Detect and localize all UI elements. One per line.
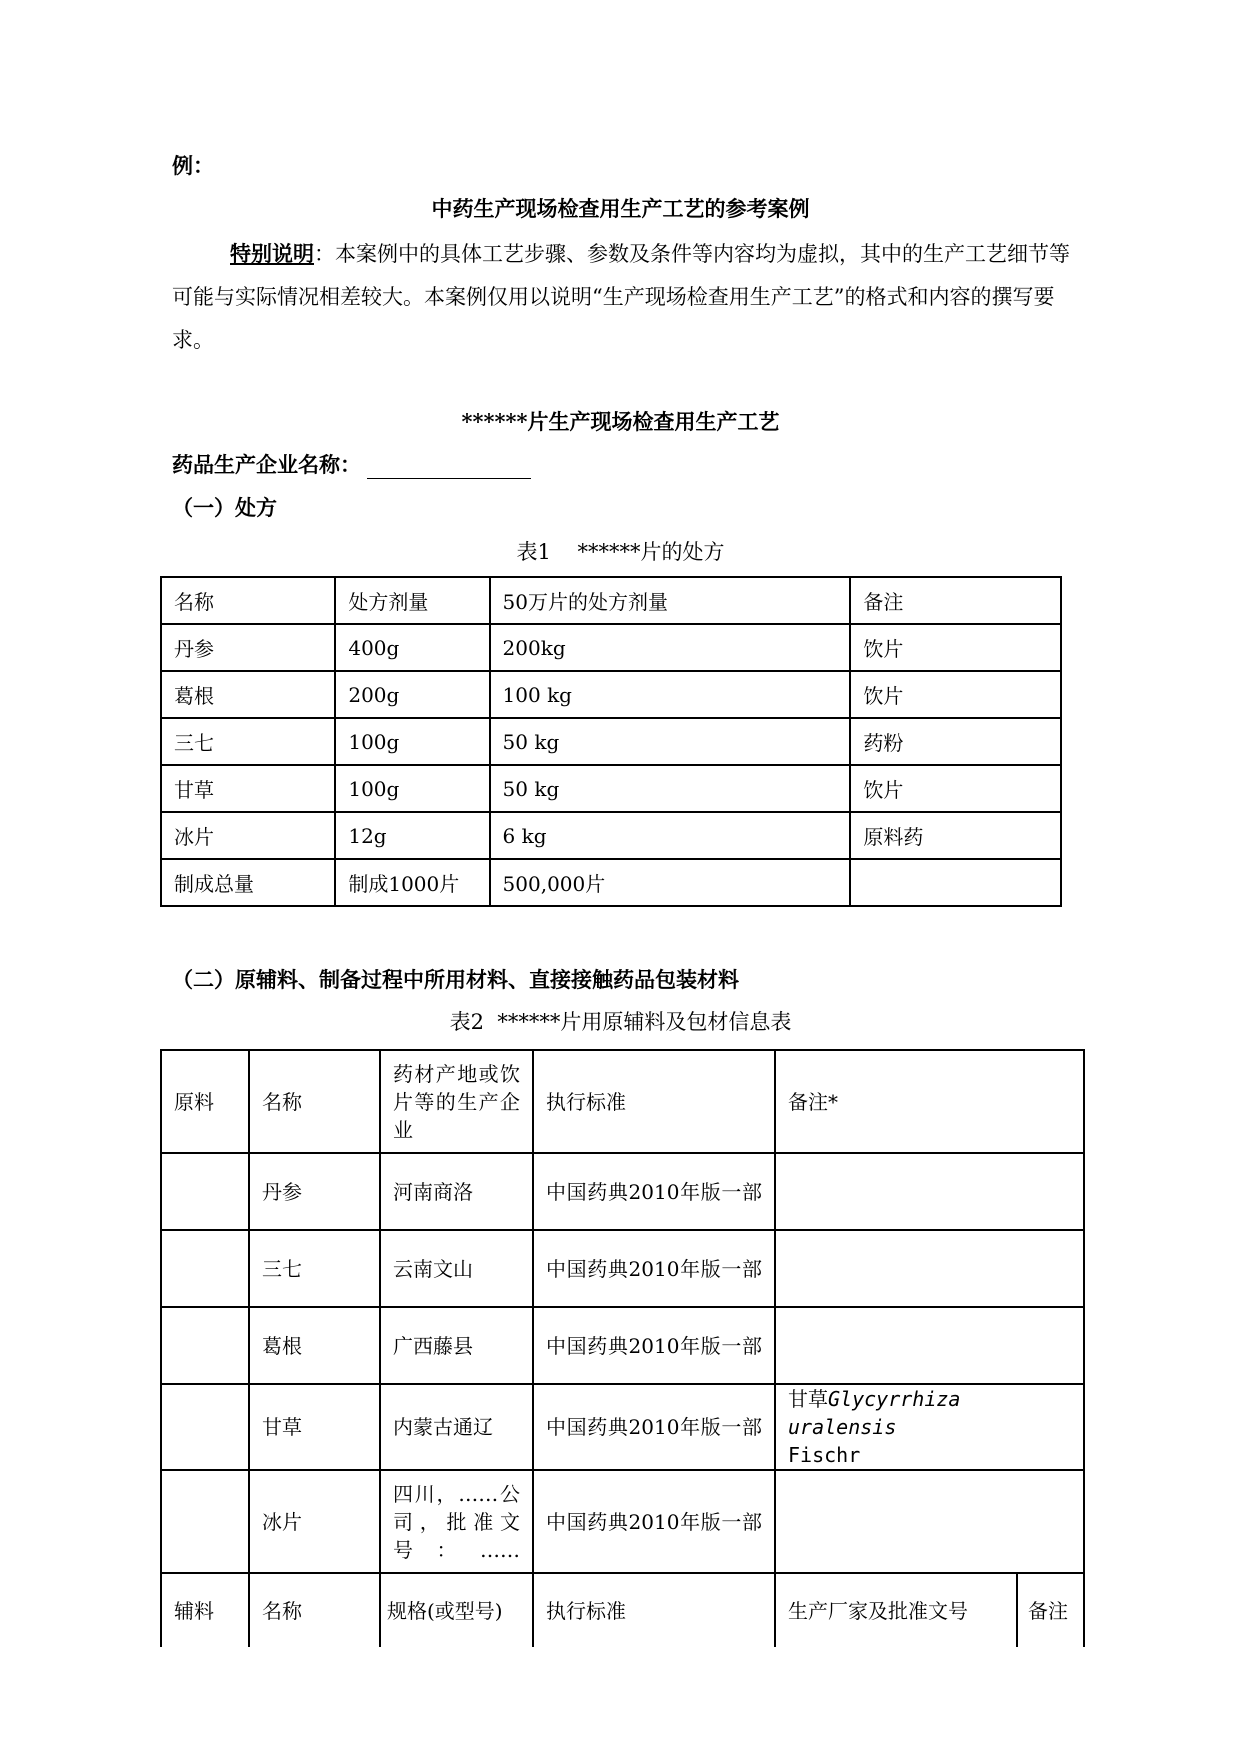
cell bbox=[775, 1307, 1084, 1384]
cell bbox=[161, 1230, 249, 1307]
cell: 500,000片 bbox=[490, 859, 851, 906]
table-row bbox=[161, 1307, 1084, 1384]
cell: 中国药典2010年版一部 bbox=[533, 1384, 775, 1470]
table-header-row bbox=[161, 1050, 1084, 1153]
cell: 制成总量 bbox=[161, 859, 335, 906]
cell bbox=[161, 1153, 249, 1230]
table-row bbox=[161, 1230, 1084, 1307]
case-title: 中药生产现场检查用生产工艺的参考案例 bbox=[431, 196, 810, 221]
header-cell: 处方剂量 bbox=[335, 577, 489, 624]
cell: 冰片 bbox=[249, 1470, 380, 1573]
header-cell: 执行标准 bbox=[533, 1050, 775, 1153]
cell: 12g bbox=[335, 812, 489, 859]
cell bbox=[775, 1470, 1084, 1573]
company-line bbox=[172, 449, 531, 479]
header-cell: 名称 bbox=[249, 1050, 380, 1153]
cell: 饮片 bbox=[850, 671, 1061, 718]
cell bbox=[775, 1153, 1084, 1230]
cell bbox=[775, 1230, 1084, 1307]
cell: 200g bbox=[335, 671, 489, 718]
cell: 饮片 bbox=[850, 765, 1061, 812]
example-label: 例： bbox=[172, 153, 214, 178]
header-cell: 规格(或型号) bbox=[380, 1573, 533, 1647]
cell: 丹参 bbox=[249, 1153, 380, 1230]
table-header-row bbox=[161, 577, 1061, 624]
cell: 四川，……公司，批准文号：…… bbox=[380, 1470, 533, 1573]
cell: 原料药 bbox=[850, 812, 1061, 859]
header-cell: 生产厂家及批准文号 bbox=[775, 1573, 1017, 1647]
materials-table bbox=[160, 1049, 1085, 1647]
table-row bbox=[161, 812, 1061, 859]
company-blank bbox=[367, 456, 531, 479]
section-heading-materials: （二）原辅料、制备过程中所用材料、直接接触药品包装材料 bbox=[172, 967, 739, 992]
header-cell: 药材产地或饮片等的生产企业 bbox=[380, 1050, 533, 1153]
cell: 制成1000片 bbox=[335, 859, 489, 906]
cell bbox=[850, 859, 1061, 906]
cell: 200kg bbox=[490, 624, 851, 671]
table-row bbox=[161, 1384, 1084, 1470]
table-row bbox=[161, 624, 1061, 671]
table-row bbox=[161, 671, 1061, 718]
cell: 100g bbox=[335, 765, 489, 812]
header-cell: 备注* bbox=[775, 1050, 1084, 1153]
cell: 50 kg bbox=[490, 718, 851, 765]
header-cell: 50万片的处方剂量 bbox=[490, 577, 851, 624]
company-label: 药品生产企业名称： bbox=[172, 452, 361, 477]
table-row bbox=[161, 1470, 1084, 1573]
table-row bbox=[161, 859, 1061, 906]
prescription-table bbox=[160, 576, 1062, 907]
cell: 三七 bbox=[161, 718, 335, 765]
cell: 中国药典2010年版一部 bbox=[533, 1307, 775, 1384]
cell: 河南商洛 bbox=[380, 1153, 533, 1230]
note-text: ：本案例中的具体工艺步骤、参数及条件等内容均为虚拟，其中的生产工艺细节等可能与实际情况相差较大。本案例仅用以说明“生产现场检查用生产工艺”的格式和内容的撰写要求。 bbox=[172, 242, 1070, 352]
document-title: ******片生产现场检查用生产工艺 bbox=[461, 409, 780, 434]
cell: 400g bbox=[335, 624, 489, 671]
table1-caption: 表1 ******片的处方 bbox=[516, 540, 725, 564]
cell bbox=[161, 1307, 249, 1384]
cell: 内蒙古通辽 bbox=[380, 1384, 533, 1470]
note-label: 特别说明 bbox=[230, 241, 314, 266]
cell: 中国药典2010年版一部 bbox=[533, 1153, 775, 1230]
table-row bbox=[161, 1153, 1084, 1230]
header-cell: 名称 bbox=[249, 1573, 380, 1647]
cell: 100 kg bbox=[490, 671, 851, 718]
latin-author: Fischr bbox=[788, 1443, 861, 1467]
cell: 云南文山 bbox=[380, 1230, 533, 1307]
cell-latin-name bbox=[775, 1384, 1084, 1470]
cell: 6 kg bbox=[490, 812, 851, 859]
herb-name: 甘草 bbox=[788, 1387, 828, 1411]
latin-name: Glycyrrhiza uralensis bbox=[788, 1387, 961, 1439]
cell: 丹参 bbox=[161, 624, 335, 671]
cell: 中国药典2010年版一部 bbox=[533, 1470, 775, 1573]
cell: 100g bbox=[335, 718, 489, 765]
cell: 药粉 bbox=[850, 718, 1061, 765]
cell: 50 kg bbox=[490, 765, 851, 812]
cell: 饮片 bbox=[850, 624, 1061, 671]
cell: 葛根 bbox=[249, 1307, 380, 1384]
special-note bbox=[172, 232, 1084, 362]
cell: 甘草 bbox=[249, 1384, 380, 1470]
header-cell: 名称 bbox=[161, 577, 335, 624]
section-heading-prescription: （一）处方 bbox=[172, 495, 277, 520]
cell: 葛根 bbox=[161, 671, 335, 718]
cell: 三七 bbox=[249, 1230, 380, 1307]
cell bbox=[161, 1384, 249, 1470]
table-row bbox=[161, 765, 1061, 812]
cell: 广西藤县 bbox=[380, 1307, 533, 1384]
cell bbox=[161, 1470, 249, 1573]
table-row bbox=[161, 718, 1061, 765]
cell: 甘草 bbox=[161, 765, 335, 812]
header-cell: 备注 bbox=[1017, 1573, 1084, 1647]
table2-caption: 表2 ******片用原辅料及包材信息表 bbox=[449, 1010, 792, 1034]
table-header-row-aux bbox=[161, 1573, 1084, 1647]
header-cell: 执行标准 bbox=[533, 1573, 775, 1647]
header-cell: 辅料 bbox=[161, 1573, 249, 1647]
header-cell: 备注 bbox=[850, 577, 1061, 624]
cell: 中国药典2010年版一部 bbox=[533, 1230, 775, 1307]
cell: 冰片 bbox=[161, 812, 335, 859]
header-cell: 原料 bbox=[161, 1050, 249, 1153]
